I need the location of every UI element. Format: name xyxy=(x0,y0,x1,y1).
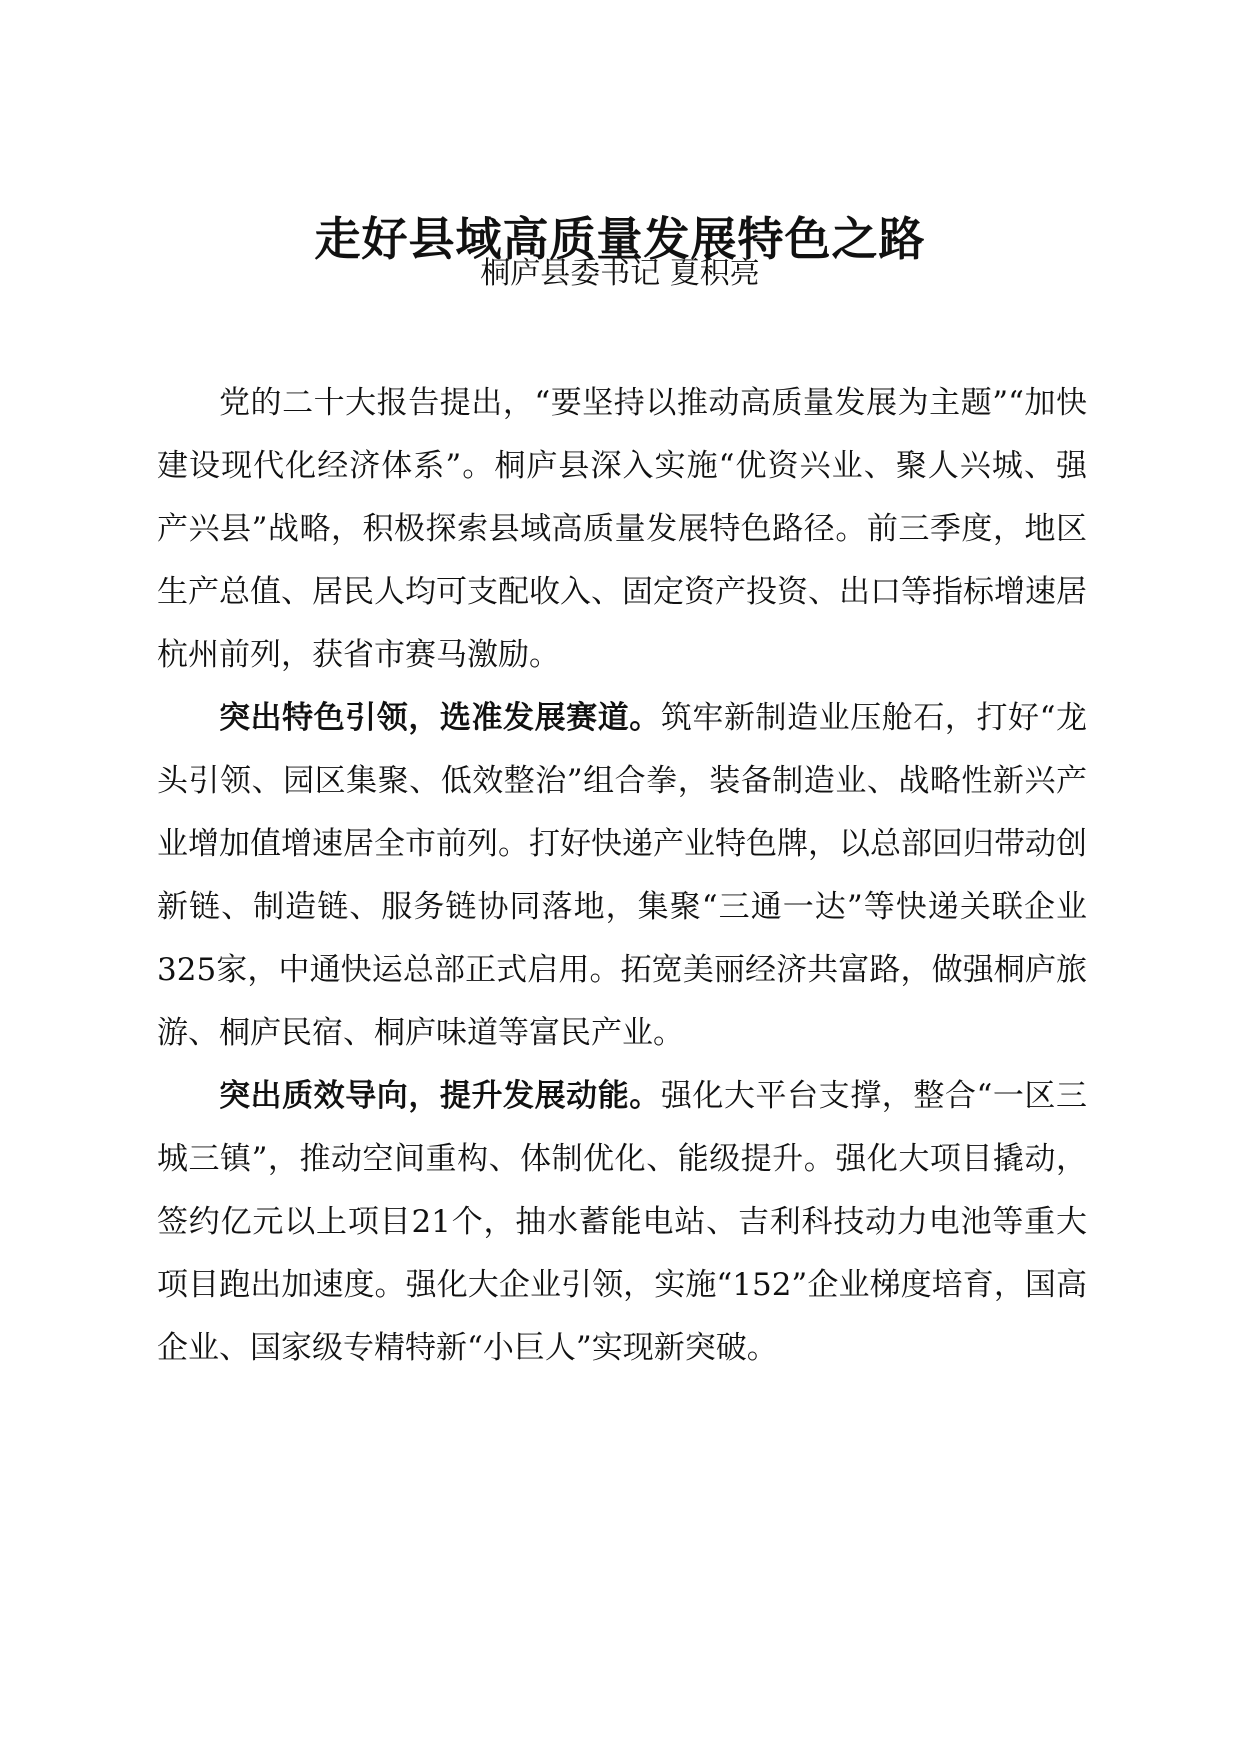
page-title: 走好县域高质量发展特色之路 xyxy=(314,211,926,266)
paragraph-lead: 突出特色引领，选准发展赛道。 xyxy=(219,700,661,736)
paragraph-lead: 突出质效导向，提升发展动能。 xyxy=(219,1078,661,1114)
paragraph-quality-efficiency xyxy=(157,1065,1087,1380)
paragraph-feature-guidance xyxy=(157,687,1087,1065)
paragraph-text: 筑牢新制造业压舱石，打好“龙头引领、园区集聚、低效整治”组合拳，装备制造业、战略性新兴产业增加值增速居全市前列。打好快递产业特色牌，以总部回归带动创新链、制造链、服务链协同落地，集聚“三通一达”等快递关联企业325家，中通快运总部正式启用。拓宽美丽经济共富路，做强桐庐旅游、桐庐民宿、桐庐味道等富民产业。 xyxy=(157,700,1087,1051)
article-body xyxy=(157,372,1087,1380)
paragraph-text: 强化大平台支撑，整合“一区三城三镇”，推动空间重构、体制优化、能级提升。强化大项目撬动，签约亿元以上项目21个，抽水蓄能电站、吉利科技动力电池等重大项目跑出加速度。强化大企业引领，实施“152”企业梯度培育，国高企业、国家级专精特新“小巨人”实现新突破。 xyxy=(157,1078,1087,1366)
paragraph-text: 党的二十大报告提出，“要坚持以推动高质量发展为主题”“加快建设现代化经济体系”。桐庐县深入实施“优资兴业、聚人兴城、强产兴县”战略，积极探索县域高质量发展特色路径。前三季度，地区生产总值、居民人均可支配收入、固定资产投资、出口等指标增速居杭州前列，获省市赛马激励。 xyxy=(157,385,1087,673)
paragraph-intro xyxy=(157,372,1087,687)
author-byline: 桐庐县委书记 夏积亮 xyxy=(480,256,760,291)
